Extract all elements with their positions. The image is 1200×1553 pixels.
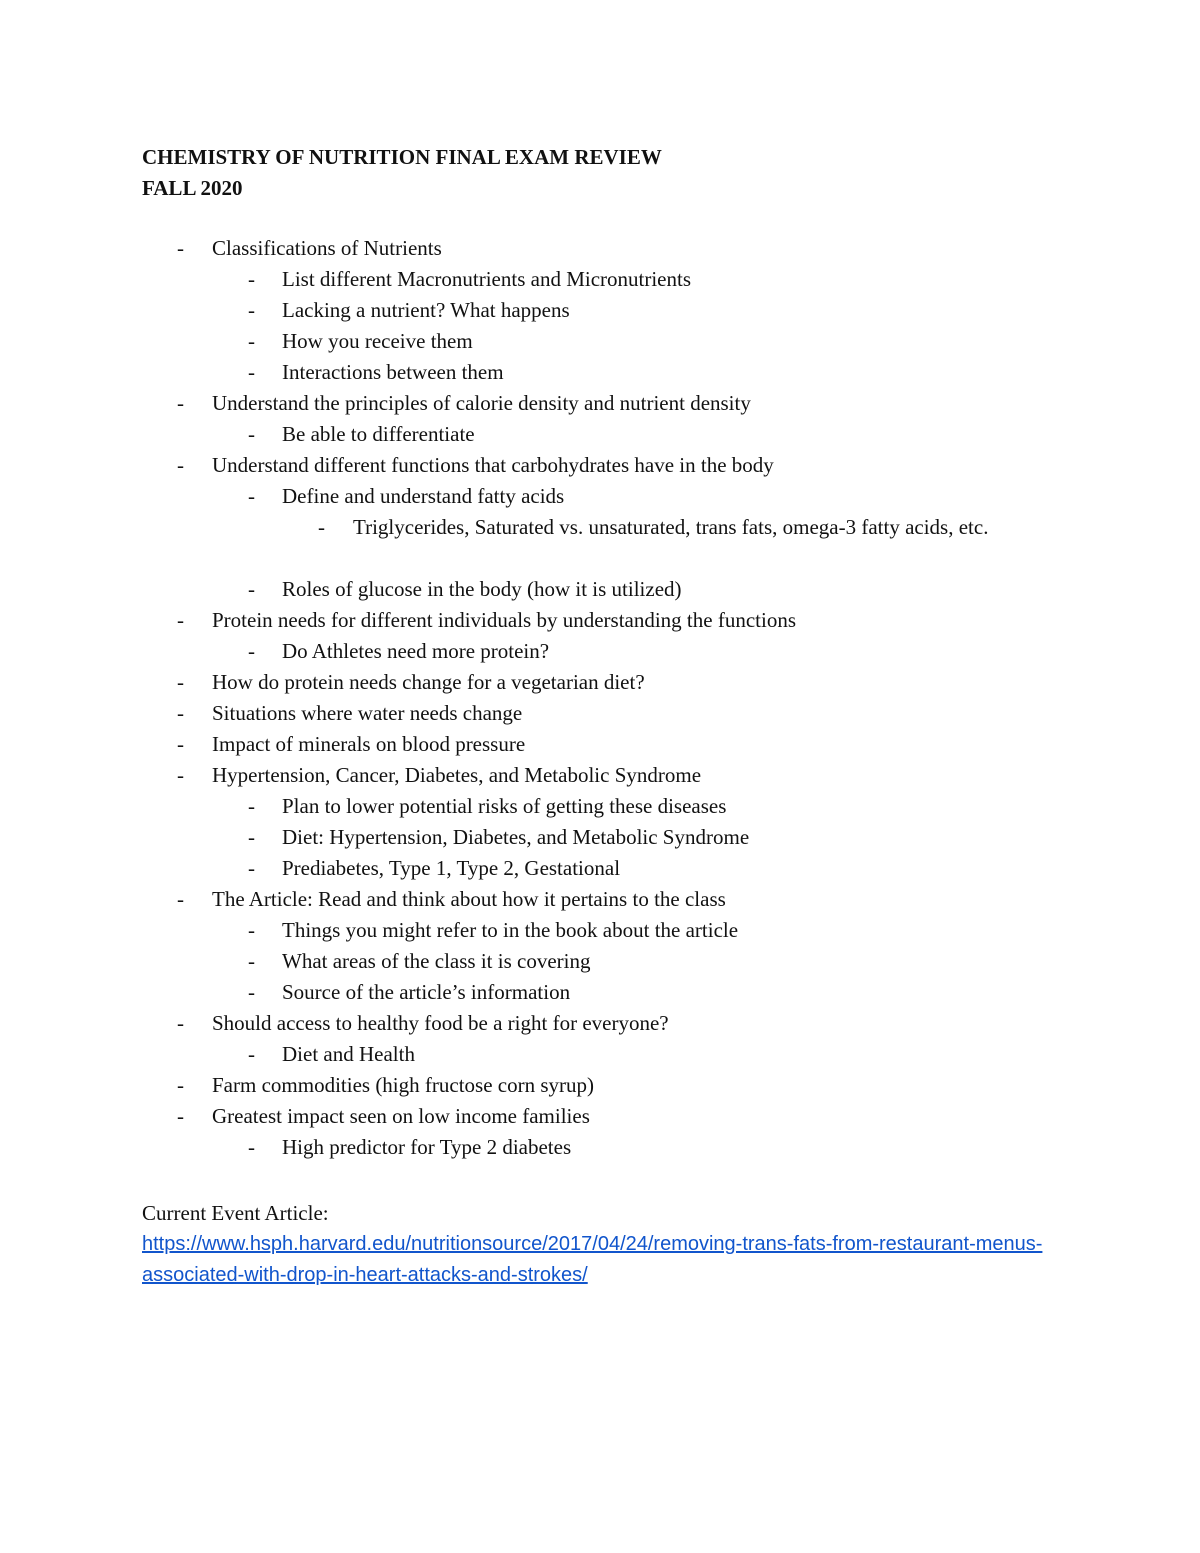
bullet-dash: - <box>248 298 255 322</box>
bullet-dash: - <box>177 763 184 787</box>
bullet-dash: - <box>248 980 255 1004</box>
bullet-dash: - <box>248 794 255 818</box>
bullet-dash: - <box>248 1135 255 1159</box>
bullet-dash: - <box>177 701 184 725</box>
outline-item-text: Things you might refer to in the book about the article <box>282 918 739 942</box>
outline-item <box>0 667 1200 698</box>
bullet-dash: - <box>177 236 184 260</box>
outline-item <box>0 822 1200 853</box>
bullet-dash: - <box>248 825 255 849</box>
outline-item <box>0 1039 1200 1070</box>
outline-item <box>0 605 1200 636</box>
outline-item <box>0 791 1200 822</box>
bullet-dash: - <box>177 1011 184 1035</box>
outline-item-text: Interactions between them <box>282 360 504 384</box>
bullet-dash: - <box>177 391 184 415</box>
bullet-dash: - <box>177 608 184 632</box>
outline-item-text: Do Athletes need more protein? <box>282 639 550 663</box>
outline-item <box>0 481 1200 512</box>
outline-item-text: Greatest impact seen on low income families <box>212 1104 590 1128</box>
outline-item <box>0 512 1200 574</box>
outline-item <box>0 295 1200 326</box>
bullet-dash: - <box>248 918 255 942</box>
document-title <box>142 142 662 204</box>
bullet-dash: - <box>177 887 184 911</box>
review-outline <box>0 233 1200 1163</box>
outline-item-text: Diet and Health <box>282 1042 415 1066</box>
outline-item-text: Triglycerides, Saturated vs. unsaturated, trans fats, omega-3 fatty acids, etc. <box>353 515 989 539</box>
outline-item <box>0 450 1200 481</box>
outline-item <box>0 357 1200 388</box>
outline-item-text: Define and understand fatty acids <box>282 484 565 508</box>
bullet-dash: - <box>318 515 325 539</box>
outline-item <box>0 698 1200 729</box>
outline-item <box>0 1101 1200 1132</box>
bullet-dash: - <box>177 1073 184 1097</box>
outline-item-text: Impact of minerals on blood pressure <box>212 732 526 756</box>
article-link[interactable]: https://www.hsph.harvard.edu/nutritionsource/2017/04/24/removing-trans-fats-from-restaurant-menus-associated-with-drop-in-heart-attacks-and-strokes/ <box>142 1233 1043 1286</box>
outline-item <box>0 977 1200 1008</box>
bullet-dash: - <box>177 1104 184 1128</box>
outline-item-text: How do protein needs change for a vegetarian diet? <box>212 670 645 694</box>
outline-item <box>0 729 1200 760</box>
outline-item <box>0 574 1200 605</box>
bullet-dash: - <box>248 329 255 353</box>
outline-item-text: Situations where water needs change <box>212 701 523 725</box>
outline-item-text: Source of the article’s information <box>282 980 571 1004</box>
bullet-dash: - <box>248 1042 255 1066</box>
outline-item-text: How you receive them <box>282 329 473 353</box>
outline-item <box>0 946 1200 977</box>
outline-item-text: Plan to lower potential risks of getting these diseases <box>282 794 727 818</box>
outline-item-text: Be able to differentiate <box>282 422 475 446</box>
outline-item <box>0 326 1200 357</box>
bullet-dash: - <box>248 949 255 973</box>
outline-item <box>0 853 1200 884</box>
outline-item-text: Classifications of Nutrients <box>212 236 442 260</box>
outline-item-text: Lacking a nutrient? What happens <box>282 298 570 322</box>
current-event-label: Current Event Article: <box>142 1201 329 1225</box>
outline-item <box>0 636 1200 667</box>
outline-item <box>0 1070 1200 1101</box>
outline-item <box>0 884 1200 915</box>
bullet-dash: - <box>248 639 255 663</box>
outline-item <box>0 915 1200 946</box>
outline-item-text: Farm commodities (high fructose corn syrup) <box>212 1073 594 1097</box>
outline-item-text: The Article: Read and think about how it pertains to the class <box>212 887 726 911</box>
outline-item-text: Understand the principles of calorie density and nutrient density <box>212 391 751 415</box>
bullet-dash: - <box>177 732 184 756</box>
title-line-2: FALL 2020 <box>142 176 243 200</box>
title-line-1: CHEMISTRY OF NUTRITION FINAL EXAM REVIEW <box>142 145 662 169</box>
outline-item-text: Prediabetes, Type 1, Type 2, Gestational <box>282 856 621 880</box>
outline-item <box>0 1008 1200 1039</box>
bullet-dash: - <box>177 453 184 477</box>
bullet-dash: - <box>248 267 255 291</box>
current-event-section <box>142 1198 1052 1291</box>
outline-item <box>0 388 1200 419</box>
outline-item-text: Understand different functions that carbohydrates have in the body <box>212 453 774 477</box>
bullet-dash: - <box>248 484 255 508</box>
outline-item-text: List different Macronutrients and Micronutrients <box>282 267 692 291</box>
bullet-dash: - <box>248 577 255 601</box>
outline-item-text: Roles of glucose in the body (how it is utilized) <box>282 577 682 601</box>
outline-item <box>0 233 1200 264</box>
outline-item-text: Protein needs for different individuals by understanding the functions <box>212 608 796 632</box>
bullet-dash: - <box>248 856 255 880</box>
bullet-dash: - <box>248 422 255 446</box>
outline-item-text: Should access to healthy food be a right for everyone? <box>212 1011 669 1035</box>
bullet-dash: - <box>248 360 255 384</box>
outline-item <box>0 760 1200 791</box>
outline-item-text: Hypertension, Cancer, Diabetes, and Metabolic Syndrome <box>212 763 702 787</box>
bullet-dash: - <box>177 670 184 694</box>
outline-item <box>0 1132 1200 1163</box>
outline-item-text: What areas of the class it is covering <box>282 949 591 973</box>
outline-item <box>0 264 1200 295</box>
outline-item <box>0 419 1200 450</box>
outline-item-text: Diet: Hypertension, Diabetes, and Metabolic Syndrome <box>282 825 750 849</box>
outline-item-text: High predictor for Type 2 diabetes <box>282 1135 572 1159</box>
